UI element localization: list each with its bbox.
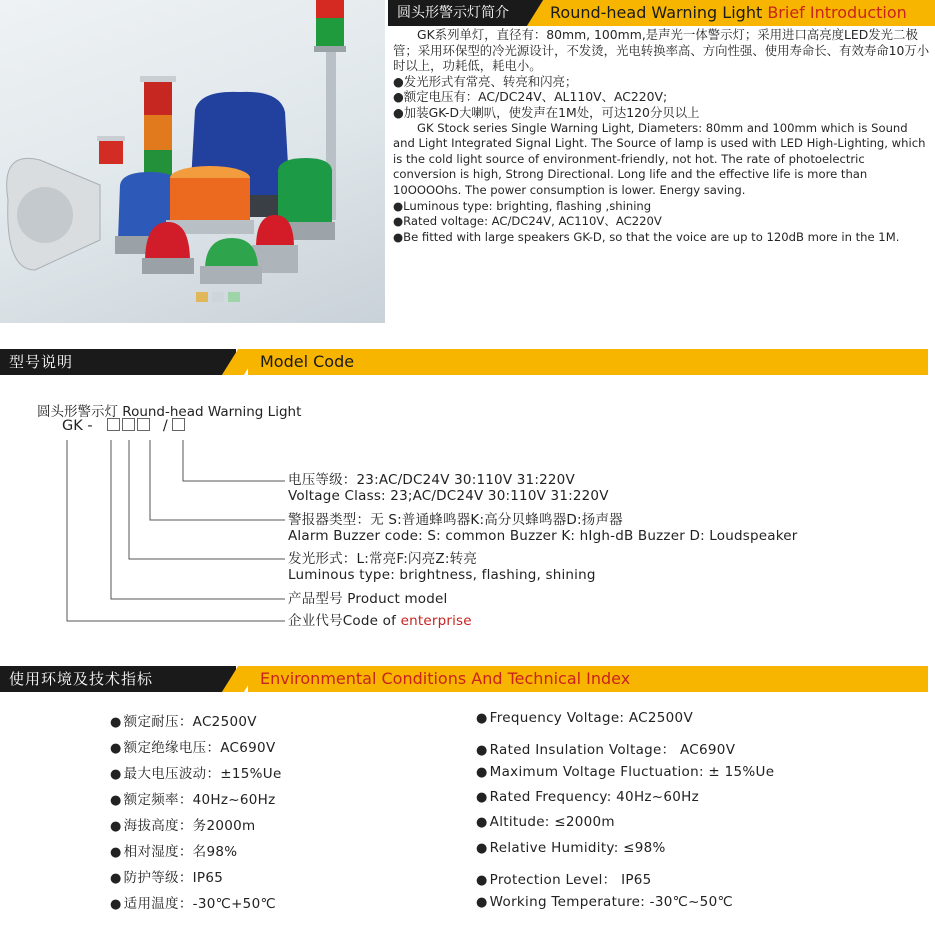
- intro-en-title-red: Brief Introduction: [767, 3, 907, 22]
- intro-en-bullet: ●Rated voltage: AC/DC24V, AC110V、AC220V: [393, 214, 662, 229]
- model-product-item: [288, 591, 447, 607]
- specs-cn-title: 使用环境及技术指标: [9, 670, 154, 688]
- intro-en-title: [550, 0, 907, 26]
- intro-cn-bullet: ●额定电压有：AC/DC24V、AL110V、AC220V;: [393, 89, 668, 105]
- spec-cn-item: ● 额定绝缘电压：AC690V: [110, 740, 276, 756]
- model-voltage-cn: 电压等级：23:AC/DC24V 30:110V 31:220V: [288, 472, 575, 488]
- model-enterprise-item: [288, 613, 472, 629]
- model-buzzer-item: [288, 512, 798, 544]
- code-box: [172, 418, 185, 431]
- spec-en-item: ● Maximum Voltage Fluctuation: ± 15%Ue: [476, 764, 775, 780]
- model-code-cn-title: 型号说明: [9, 353, 74, 371]
- model-luminous-item: [288, 551, 596, 583]
- spec-cn-item: ● 防护等级：IP65: [110, 870, 224, 886]
- spec-cn-item: ● 海拔高度：务2000m: [110, 818, 256, 834]
- spec-en-item: ● Protection Level： IP65: [476, 872, 652, 888]
- spec-en-item: ● Rated Frequency: 40Hz~60Hz: [476, 789, 700, 805]
- model-luminous-cn: 发光形式：L:常亮F:闪亮Z:转亮: [288, 551, 478, 567]
- model-code-sep: /: [162, 418, 168, 434]
- product-photo: [0, 0, 385, 323]
- intro-cn-bullet: ●加装GK-D大喇叭，使发声在1M处，可达120分贝以上: [393, 104, 700, 120]
- code-box: [107, 418, 120, 431]
- model-code-en-title: Model Code: [260, 352, 355, 371]
- spec-en-item: ● Rated Insulation Voltage： AC690V: [476, 742, 736, 758]
- intro-cn-tab: [388, 0, 550, 26]
- model-code-header: [0, 349, 928, 375]
- spec-en-item: ● Altitude: ≤2000m: [476, 814, 615, 830]
- spec-cn-item: ● 额定耐压：AC2500V: [110, 714, 257, 730]
- model-luminous-en: Luminous type: brightness, flashing, shining: [288, 567, 596, 583]
- code-box: [137, 418, 150, 431]
- model-enterprise-red: enterprise: [400, 613, 472, 629]
- model-code-prefix: GK -: [62, 418, 93, 434]
- code-box: [122, 418, 135, 431]
- intro-cn-paragraph: GK系列单灯，直径有：80mm, 100mm,是声光一体警示灯；采用进口高亮度LED发光二极管；采用环保型的冷光源设计，不发烫，光电转换率高、方向性强、使用寿命长、有效寿命10万小时以上，功耗低，耗电小。: [393, 27, 930, 74]
- specs-cn-tab: [0, 666, 236, 692]
- model-buzzer-cn: 警报器类型：无 S:普通蜂鸣器K:高分贝蜂鸣器D:扬声器: [288, 512, 623, 528]
- spec-cn-item: ● 适用温度：-30℃+50℃: [110, 896, 276, 912]
- model-voltage-item: [288, 472, 609, 504]
- warning-lights-illustration: [0, 0, 385, 323]
- spec-en-item: ● Working Temperature: -30℃~50℃: [476, 894, 733, 910]
- intro-en-bullet: ●Luminous type: brighting, flashing ,shining: [393, 198, 652, 213]
- model-code-caption: 圆头形警示灯 Round-head Warning Light: [37, 404, 302, 420]
- model-voltage-en: Voltage Class: 23;AC/DC24V 30:110V 31:220V: [288, 488, 609, 504]
- model-code-pattern: [62, 418, 187, 434]
- spec-en-item: ● Relative Humidity: ≤98%: [476, 840, 666, 856]
- intro-cn-bullet: ●发光形式有常亮、转亮和闪亮；: [393, 73, 578, 89]
- specs-en-title: Environmental Conditions And Technical Index: [260, 669, 631, 688]
- model-code-cn-tab: [0, 349, 236, 375]
- spec-cn-item: ● 最大电压波动：±15%Ue: [110, 766, 282, 782]
- intro-en-title-main: Round-head Warning Light: [550, 3, 763, 22]
- model-buzzer-en: Alarm Buzzer code: S: common Buzzer K: hIgh-dB Buzzer D: Loudspeaker: [288, 528, 798, 544]
- spec-en-item: ● Frequency Voltage: AC2500V: [476, 710, 693, 726]
- intro-header: [388, 0, 935, 26]
- model-enterprise-text: 企业代号Code of: [288, 613, 397, 629]
- spec-cn-item: ● 相对湿度：名98%: [110, 844, 238, 860]
- model-product-text: 产品型号 Product model: [288, 591, 448, 607]
- intro-en-bullet: ●Be fitted with large speakers GK-D, so that the voice are up to 120dB more in the 1M.: [393, 229, 900, 244]
- spec-cn-item: ● 额定频率：40Hz~60Hz: [110, 792, 276, 808]
- intro-en-paragraph: GK Stock series Single Warning Light, Diameters: 80mm and 100mm which is Sound and Light Integrated Signal Light. The Source of lamp is used with LED High-Lighting, which is the cold light source of environment-friendly, not hot. The rate of photoelectric conversion is high, Strong Directional. Long life and the effective life is more than 10OOOOhs. The power consumption is lower. Energy saving.: [393, 120, 926, 197]
- specs-header: [0, 666, 928, 692]
- intro-cn-title: 圆头形警示灯简介: [397, 5, 509, 21]
- intro-body: [393, 27, 931, 245]
